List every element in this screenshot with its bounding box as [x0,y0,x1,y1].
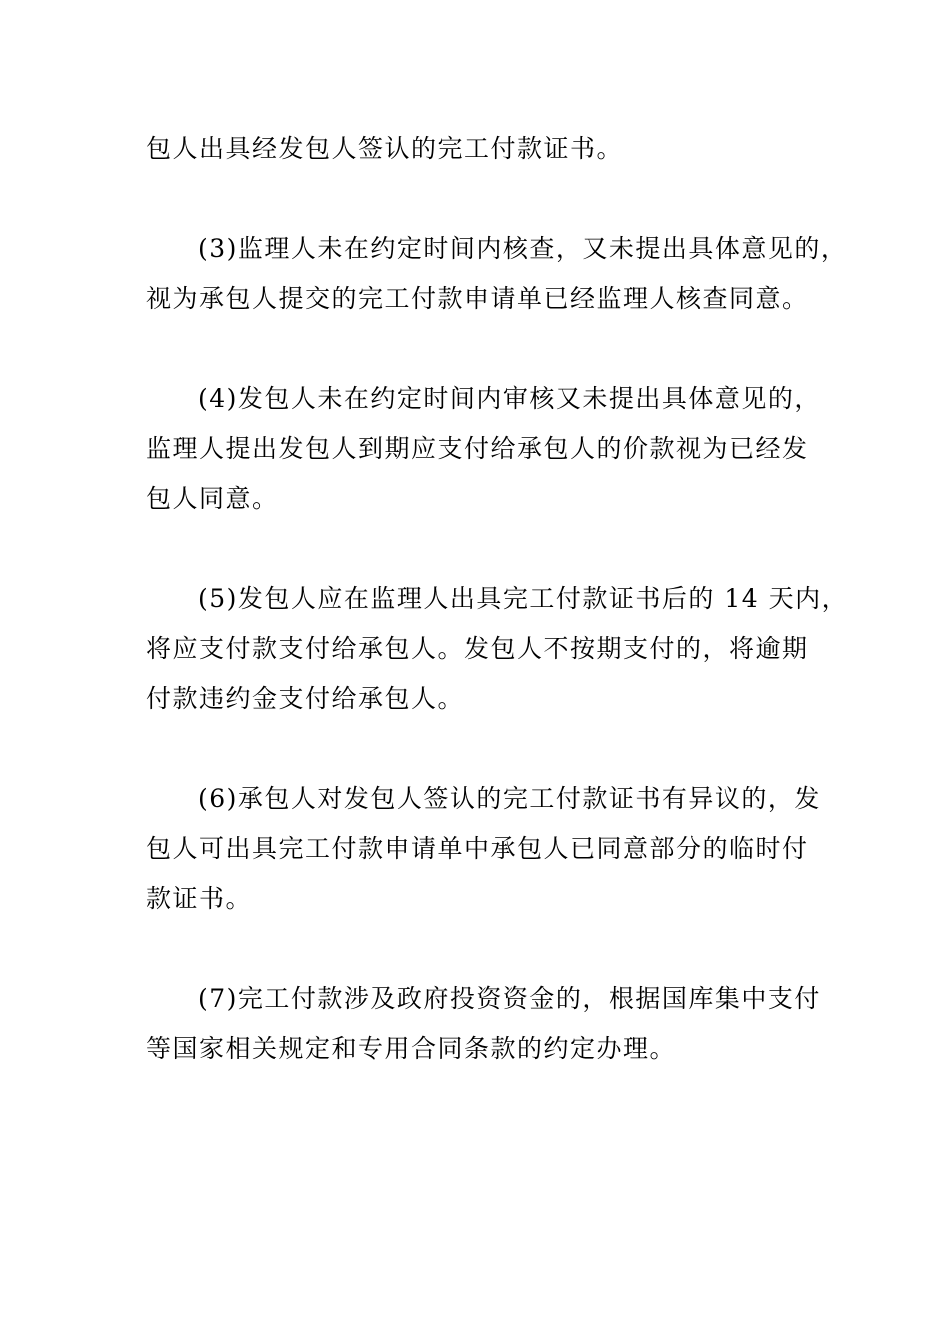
paragraph-item-7 [146,974,826,1074]
paragraph-line: 等国家相关规定和专用合同条款的约定办理。 [146,1034,677,1063]
paragraph-line: 视为承包人提交的完工付款申请单已经监理人核查同意。 [146,284,809,313]
paragraph-line: (5)发包人应在监理人出具完工付款证书后的 14 天内， [198,584,849,613]
paragraph-item-3 [146,224,848,324]
paragraph-line: 包人出具经发包人签认的完工付款证书。 [146,134,624,163]
paragraph-item-4 [146,374,826,524]
paragraph-line: (4)发包人未在约定时间内审核又未提出具体意见的， [198,384,821,413]
paragraph-item-5 [146,574,849,724]
paragraph-line: 付款违约金支付给承包人。 [146,684,465,713]
paragraph-line: 包人可出具完工付款申请单中承包人已同意部分的临时付 [146,834,809,863]
paragraph-line: 将应支付款支付给承包人。发包人不按期支付的，将逾期 [146,634,809,663]
paragraph-line: 包人同意。 [146,484,279,513]
paragraph-line: (3)监理人未在约定时间内核查，又未提出具体意见的， [198,234,848,263]
paragraph-item-6 [146,774,826,924]
paragraph-line: 款证书。 [146,884,253,913]
paragraph-continuation [146,124,826,174]
paragraph-line: (6)承包人对发包人签认的完工付款证书有异议的，发 [198,784,821,813]
paragraph-line: (7)完工付款涉及政府投资资金的，根据国库集中支付 [198,984,821,1013]
paragraph-line: 监理人提出发包人到期应支付给承包人的价款视为已经发 [146,434,809,463]
